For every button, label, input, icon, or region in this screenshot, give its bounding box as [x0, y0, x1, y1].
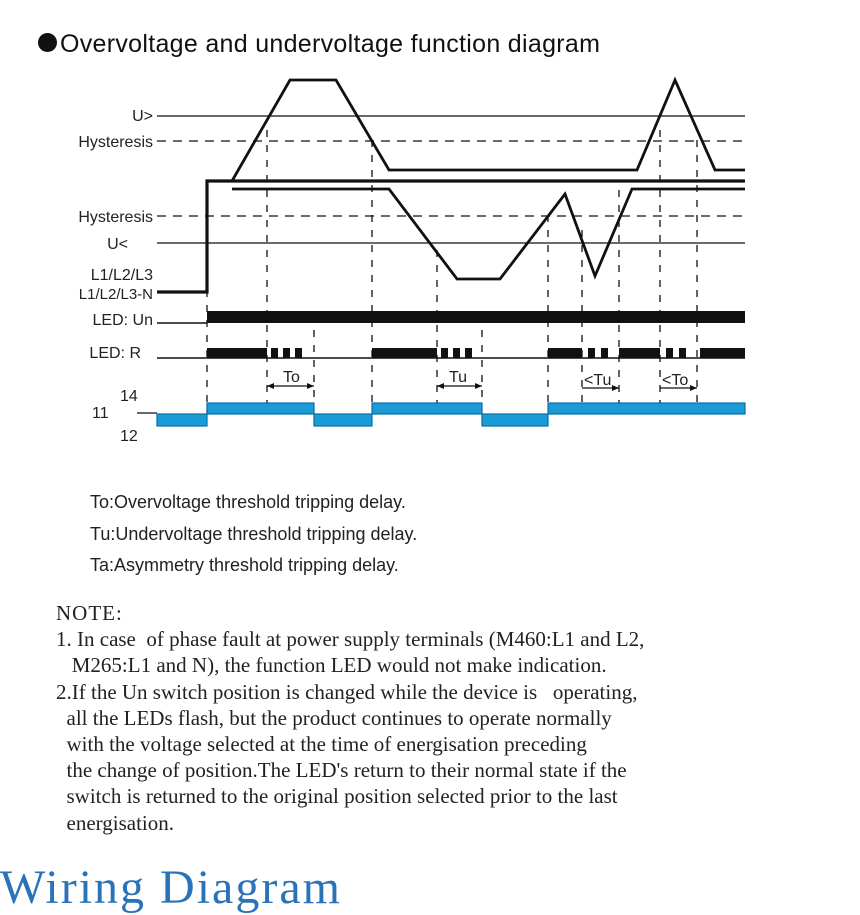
definition-to: To:Overvoltage threshold tripping delay. [90, 492, 406, 512]
delay-label-tu: Tu [449, 369, 468, 386]
led-r-blink [601, 348, 608, 358]
led-un-bar [207, 311, 745, 323]
arrow-right-icon [612, 385, 619, 391]
delay-label-tu2: <Tu [584, 372, 612, 389]
led-r-on [207, 348, 267, 358]
arrow-right-icon [307, 383, 314, 389]
label-relay-11: 11 [92, 405, 109, 422]
led-r-blink [679, 348, 686, 358]
label-u-over: U> [132, 108, 153, 125]
arrow-heads [267, 383, 697, 391]
led-r-on [619, 348, 660, 358]
delay-brackets [267, 386, 697, 388]
definition-tu: Tu:Undervoltage threshold tripping delay. [90, 523, 418, 544]
label-l123n: L1/L2/L3-N [78, 286, 153, 303]
definition-ta: Ta:Asymmetry threshold tripping delay. [90, 555, 399, 575]
led-r-blink [465, 348, 472, 358]
led-r-blink [295, 348, 302, 358]
arrow-right-icon [690, 385, 697, 391]
relay-state-11-12 [157, 414, 207, 426]
label-l123: L1/L2/L3 [90, 267, 153, 284]
label-hysteresis-bottom: Hysteresis [78, 209, 153, 226]
relay-state-11-12 [314, 414, 372, 426]
led-r-on [548, 348, 582, 358]
relay-state-11-12 [482, 414, 548, 426]
led-r-blink [271, 348, 278, 358]
arrow-right-icon [475, 383, 482, 389]
led-r-on [372, 348, 437, 358]
relay-contact-trace [157, 403, 745, 426]
wiring-diagram-heading: Wiring Diagram [0, 861, 342, 914]
note-item-1: 1. In case of phase fault at power supply terminals (M460:L1 and L2, M265:L1 and N), the function LED would not make indication. [56, 627, 645, 678]
led-r-blink [283, 348, 290, 358]
delay-label-to2: <To [662, 372, 689, 389]
arrow-left-icon [267, 383, 274, 389]
led-r-blink [453, 348, 460, 358]
delay-definitions [90, 488, 417, 583]
led-r-on [700, 348, 745, 358]
supply-voltage-trace [157, 181, 745, 292]
led-r-segments [207, 348, 745, 358]
arrow-left-icon [437, 383, 444, 389]
label-led-r: LED: R [89, 345, 141, 362]
led-r-blink [441, 348, 448, 358]
label-led-un: LED: Un [92, 312, 153, 329]
label-hysteresis-top: Hysteresis [78, 134, 153, 151]
led-r-blink [666, 348, 673, 358]
diagram-title-text: Overvoltage and undervoltage function diagram [60, 30, 601, 58]
label-u-under: U< [107, 236, 128, 253]
note-item-2: 2.If the Un switch position is changed while the device is operating, all the LEDs flash, but the product continues to operate normally with the voltage selected at the time of energisation preceding the change of position.The LED's return to their normal state if the switch is returned to the original position selected prior to the last energisation. [56, 679, 638, 835]
voltage-trace-upper [232, 80, 745, 181]
note-section [56, 600, 644, 836]
relay-state-11-14 [548, 403, 745, 414]
led-r-blink [588, 348, 595, 358]
note-heading: NOTE: [56, 601, 123, 625]
delay-label-to: To [283, 369, 300, 386]
relay-state-11-14 [372, 403, 482, 414]
label-relay-14: 14 [120, 388, 138, 405]
label-relay-12: 12 [120, 428, 138, 445]
voltage-trace-lower [232, 189, 745, 279]
relay-state-11-14 [207, 403, 314, 414]
